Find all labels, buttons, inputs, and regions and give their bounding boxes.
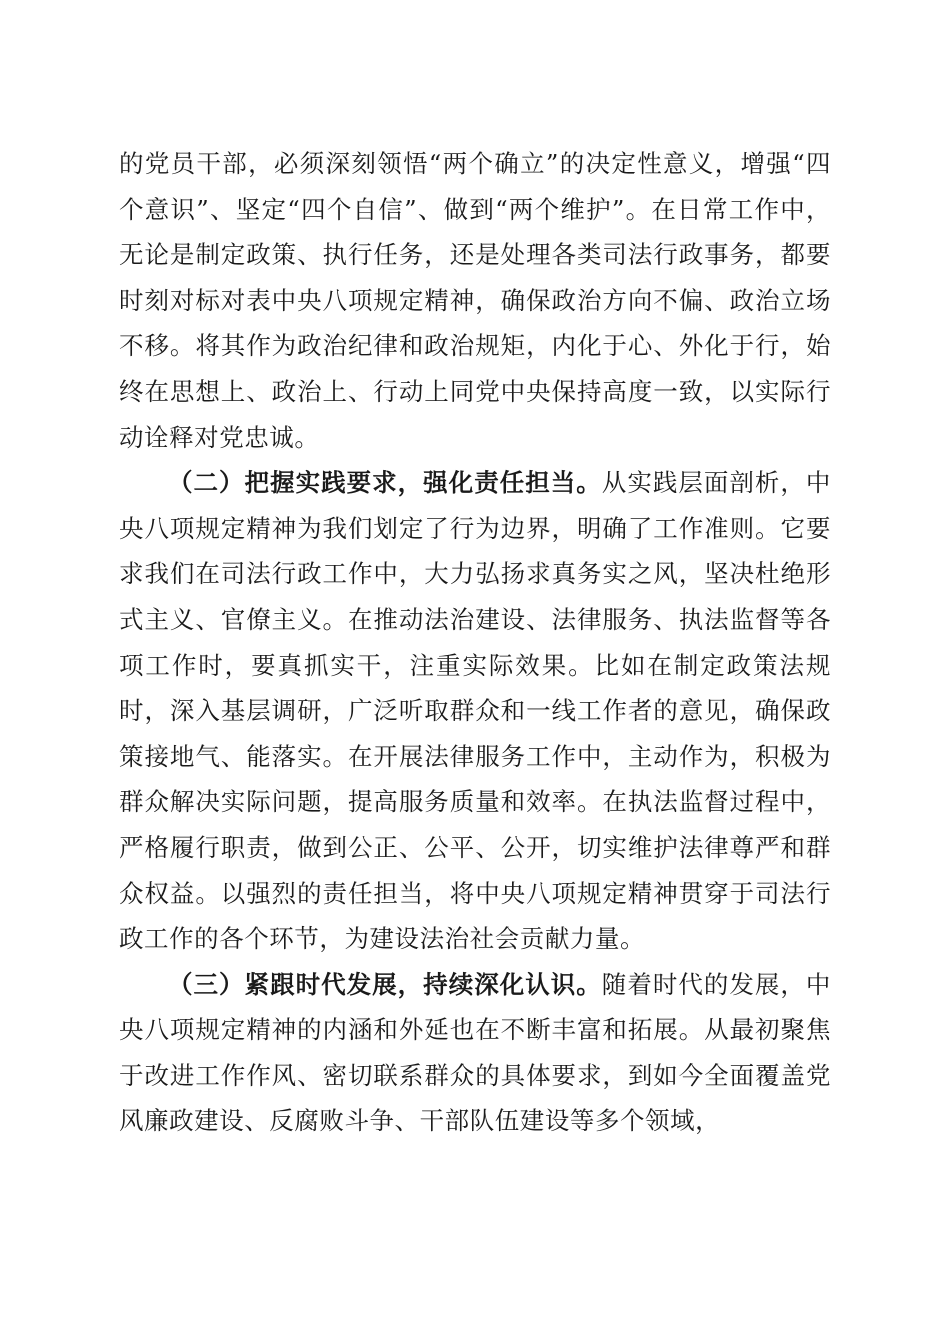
- paragraph-section-three: [119, 962, 831, 1144]
- paragraph-body: 从实践层面剖析，中央八项规定精神为我们划定了行为边界，明确了工作准则。它要求我们在司法行政工作中，大力弘扬求真务实之风，坚决杜绝形式主义、官僚主义。在推动法治建设、法律服务、执法监督等各项工作时，要真抓实干，注重实际效果。比如在制定政策法规时，深入基层调研，广泛听取群众和一线工作者的意见，确保政策接地气、能落实。在开展法律服务工作中，主动作为，积极为群众解决实际问题，提高服务质量和效率。在执法监督过程中，严格履行职责，做到公正、公平、公开，切实维护法律尊严和群众权益。以强烈的责任担当，将中央八项规定精神贯穿于司法行政工作的各个环节，为建设法治社会贡献力量。: [119, 468, 831, 954]
- paragraph-body: 的党员干部，必须深刻领悟“两个确立”的决定性意义，增强“四个意识”、坚定“四个自信”、做到“两个维护”。在日常工作中，无论是制定政策、执行任务，还是处理各类司法行政事务，都要时刻对标对表中央八项规定精神，确保政治方向不偏、政治立场不移。将其作为政治纪律和政治规矩，内化于心、外化于行，始终在思想上、政治上、行动上同党中央保持高度一致，以实际行动诠释对党忠诚。: [119, 149, 831, 452]
- section-heading-three: （三）紧跟时代发展，持续深化认识。: [168, 969, 602, 999]
- section-heading-two: （二）把握实践要求，强化责任担当。: [168, 468, 602, 498]
- paragraph-continuation: [119, 141, 831, 460]
- paragraph-body: 随着时代的发展，中央八项规定精神的内涵和外延也在不断丰富和拓展。从最初聚焦于改进工作作风、密切联系群众的具体要求，到如今全面覆盖党风廉政建设、反腐败斗争、干部队伍建设等多个领域，: [119, 969, 831, 1136]
- document-body: [119, 141, 831, 1144]
- paragraph-section-two: [119, 460, 831, 962]
